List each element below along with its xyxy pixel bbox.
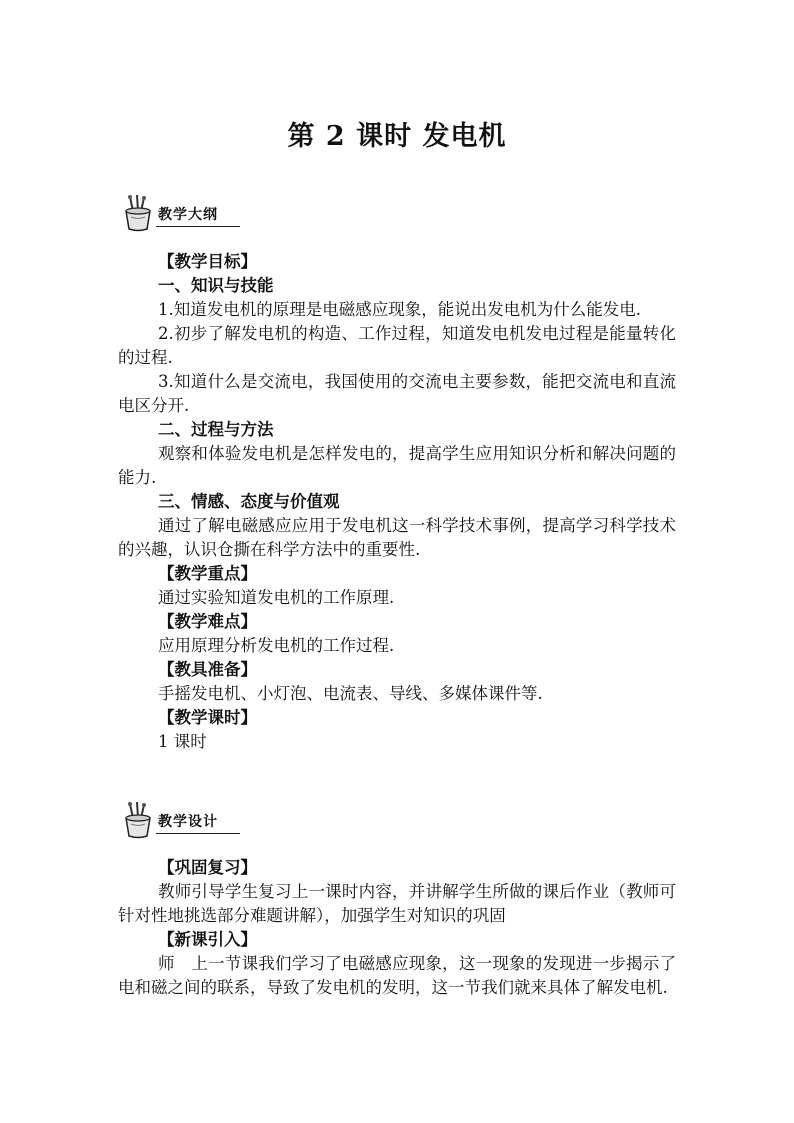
section-heading: 二、过程与方法 [158,420,274,439]
section-heading: 三、情感、态度与价值观 [158,492,340,511]
paragraph: 教师引导学生复习上一课时内容，并讲解学生所做的课后作业（教师可针对性地挑选部分难题讲解），加强学生对知识的巩固 [118,882,676,925]
paragraph: 应用原理分析发电机的工作过程. [158,636,395,655]
paragraph: 1.知道发电机的原理是电磁感应现象，能说出发电机为什么能发电. [158,300,641,319]
section-badge-syllabus [118,193,240,233]
pencil-cup-icon [118,193,158,233]
paragraph: 通过了解电磁感应应用于发电机这一科学技术事例，提高学习科学技术的兴趣，认识仓撕在科学方法中的重要性. [118,516,676,559]
section-heading: 一、知识与技能 [158,276,274,295]
paragraph: 通过实验知道发电机的工作原理. [158,588,395,607]
section-badge-label: 教学设计 [158,814,218,830]
paragraph: 师 上一节课我们学习了电磁感应现象，这一现象的发现进一步揭示了电和磁之间的联系，导致了发电机的发明，这一节我们就来具体了解发电机. [118,954,676,997]
page-title: 第 2 课时 发电机 [287,121,507,152]
paragraph: 2.初步了解发电机的构造、工作过程，知道发电机发电过程是能量转化的过程. [118,324,676,367]
section-heading: 【教学课时】 [158,708,257,727]
section-heading: 【教具准备】 [158,660,257,679]
section-heading: 【巩固复习】 [158,858,257,877]
section-heading: 【新课引入】 [158,930,257,949]
paragraph: 手摇发电机、小灯泡、电流表、导线、多媒体课件等. [158,684,543,703]
section-badge-design [118,800,240,840]
design-content [118,856,676,1000]
section-badge-label: 教学大纲 [158,207,218,223]
badge-underline [156,833,240,834]
paragraph: 3.知道什么是交流电，我国使用的交流电主要参数，能把交流电和直流电区分开. [118,372,676,415]
pencil-cup-icon [118,800,158,840]
syllabus-content [118,250,676,754]
section-heading: 【教学难点】 [158,612,257,631]
badge-underline [156,226,240,227]
paragraph: 观察和体验发电机是怎样发电的，提高学生应用知识分析和解决问题的能力. [118,444,676,487]
section-heading: 【教学目标】 [158,252,257,271]
paragraph: 1 课时 [158,732,207,751]
section-heading: 【教学重点】 [158,564,257,583]
